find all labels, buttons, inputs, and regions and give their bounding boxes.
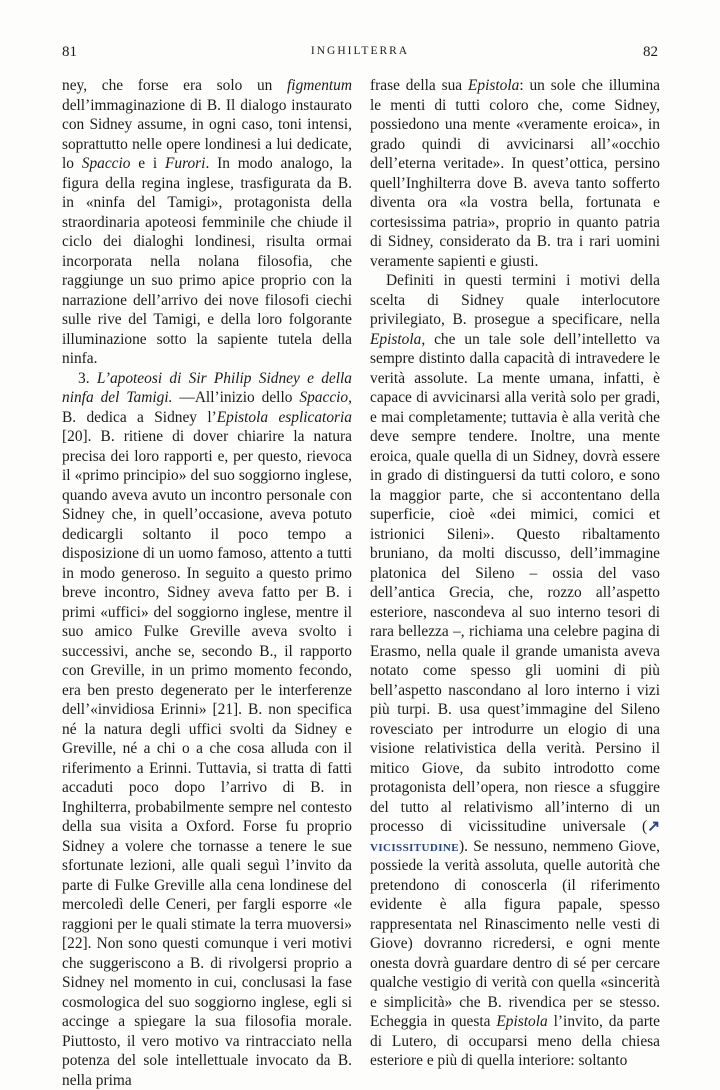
- paragraph: Definiti in questi termini i motivi della scelta di Sidney quale interlocutore privilegiato, B. prosegue a specificare, nella Epistola, che un tale sole dell’intelletto va sempre distinto dalla capacità di intravedere le verità assolute. La mente umana, infatti, è capace di avvicinarsi alla verità solo per gradi, e mai completamente; tuttavia è alla verità che deve sempre tendere. Inoltre, una mente eroica, quale quella di un Sidney, dovrà essere in grado di distinguersi da tutti coloro, e sono la maggior parte, che si accontentano della superficie, cioè «dei mimici, comici et istrionici Sileni». Questo ribaltamento bruniano, da molti discusso, dell’immagine platonica del Sileno – ossia del vaso dell’antica Grecia, che, rozzo all’aspetto esteriore, nascondeva al suo interno tesori di rara bellezza –, richiama una celebre pagina di Erasmo, nella quale il grande umanista aveva notato come spesso gli uomini di più bell’aspetto nascondano al loro interno i vizi più turpi. B. usa quest’immagine del Sileno rovesciato per introdurre un elogio di una visione relativistica della verità. Persino il mitico Giove, da subito introdotto come protagonista dell’opera, non riesce a sfuggire del tutto al relativismo all’interno di un processo di vicissitudine universale (↗ vicissitudine). Se nessuno, nemmeno Giove, possiede la verità assoluta, quelle autorità che pretendono di conoscerla (il riferimento evidente è alla figura papale, spesso rappresentata nel Rinascimento nelle vesti di Giove) dovranno ricredersi, e ogni mente onesta dovrà guardare dentro di sé per cercare qualche vestigio di verità con quella «sincerità e simplicità» che B. rivendica per se stesso. Echeggia in questa Epistola l’invito, da parte di Lutero, di occuparsi meno della chiesa esteriore e più di quella interiore: soltanto: [370, 271, 660, 1071]
- cross-reference-link[interactable]: vicissitudine: [370, 838, 459, 855]
- left-column: [62, 76, 352, 1090]
- cross-reference-arrow-icon[interactable]: ↗: [647, 818, 660, 835]
- section-paragraph: 3. L’apoteosi di Sir Philip Sidney e della ninfa del Tamigi. —All’inizio dello Spaccio, B. dedica a Sidney l’Epistola esplicatoria [20]. B. ritiene di dover chiarire la natura precisa dei loro rapporti e, per questo, rievoca il «primo principio» del suo soggiorno inglese, quando aveva avuto un incontro personale con Sidney che, in quell’occasione, aveva potuto dedicargli soltanto il poco tempo a disposizione di un uomo famoso, attento a tutti in modo generoso. In seguito a questo primo breve incontro, Sidney aveva fatto per B. i primi «uffici» del soggiorno inglese, mentre il suo amico Fulke Greville aveva svolto i successivi, anche se, secondo B., il rapporto con Greville, in un primo momento fecondo, era ben presto degenerato per le interferenze dell’«invidiosa Erinni» [21]. B. non specifica né la natura degli uffici svolti da Sidney e Greville, né a chi o a che cosa alluda con il riferimento a Erinni. Tuttavia, si tratta di fatti accaduti poco dopo l’arrivo di B. in Inghilterra, probabilmente sempre nel contesto della sua visita a Oxford. Forse fu proprio Sidney a volere che tornasse a tenere le sue sfortunate lezioni, alle quali seguì l’invito da parte di Fulke Greville alla cena londinese del mercoledì delle Ceneri, per fargli esporre «le raggioni per le quali stimate la terra muoversi» [22]. Non sono questi comunque i veri motivi che suggeriscono a B. di rivolgersi proprio a Sidney nel momento in cui, conclusasi la fase cosmologica del suo soggiorno inglese, egli si accinge a spiegare la sua filosofia morale. Piuttosto, il vero motivo va rintracciato nella potenza del sole intellettuale invocato da B. nella prima: [62, 369, 352, 1090]
- section-number: 3.: [78, 370, 97, 387]
- page-number-left: 81: [62, 44, 77, 61]
- running-title: INGHILTERRA: [62, 45, 658, 57]
- right-column: [370, 76, 660, 1071]
- page-header: [62, 44, 658, 64]
- section-title: L’apoteosi di Sir Philip Sidney e della ninfa del Tamigi.: [62, 370, 352, 407]
- paragraph: frase della sua Epistola: un sole che illumina le menti di tutti coloro che, come Sidney, possiedono una mente «veramente eroica», in grado quindi di avvicinarsi all’«occhio dell’eterna veritade». In quest’ottica, persino quell’Inghilterra dove B. aveva tanto sofferto diventa ora «la vostra bella, fortunata e cortesissima patria», proprio in quanto patria di Sidney, considerato da B. tra i rari uomini veramente sapienti e giusti.: [370, 76, 660, 271]
- page-number-right: 82: [643, 44, 658, 61]
- paragraph: ney, che forse era solo un figmentum dell’immaginazione di B. Il dialogo instaurato con Sidney assume, in ogni caso, toni intensi, soprattutto nelle opere londinesi a lui dedicate, lo Spaccio e i Furori. In modo analogo, la figura della regina inglese, trasfigurata da B. in «ninfa del Tamigi», protagonista della straordinaria apoteosi femminile che chiude il ciclo dei dialoghi londinesi, risulta ormai incorporata nella nolana filosofia, che raggiunge un suo primo apice proprio con la narrazione dell’arrivo dei nove filosofi ciechi sulle rive del Tamigi, e della loro folgorante illuminazione sotto la sapiente tutela della ninfa.: [62, 76, 352, 369]
